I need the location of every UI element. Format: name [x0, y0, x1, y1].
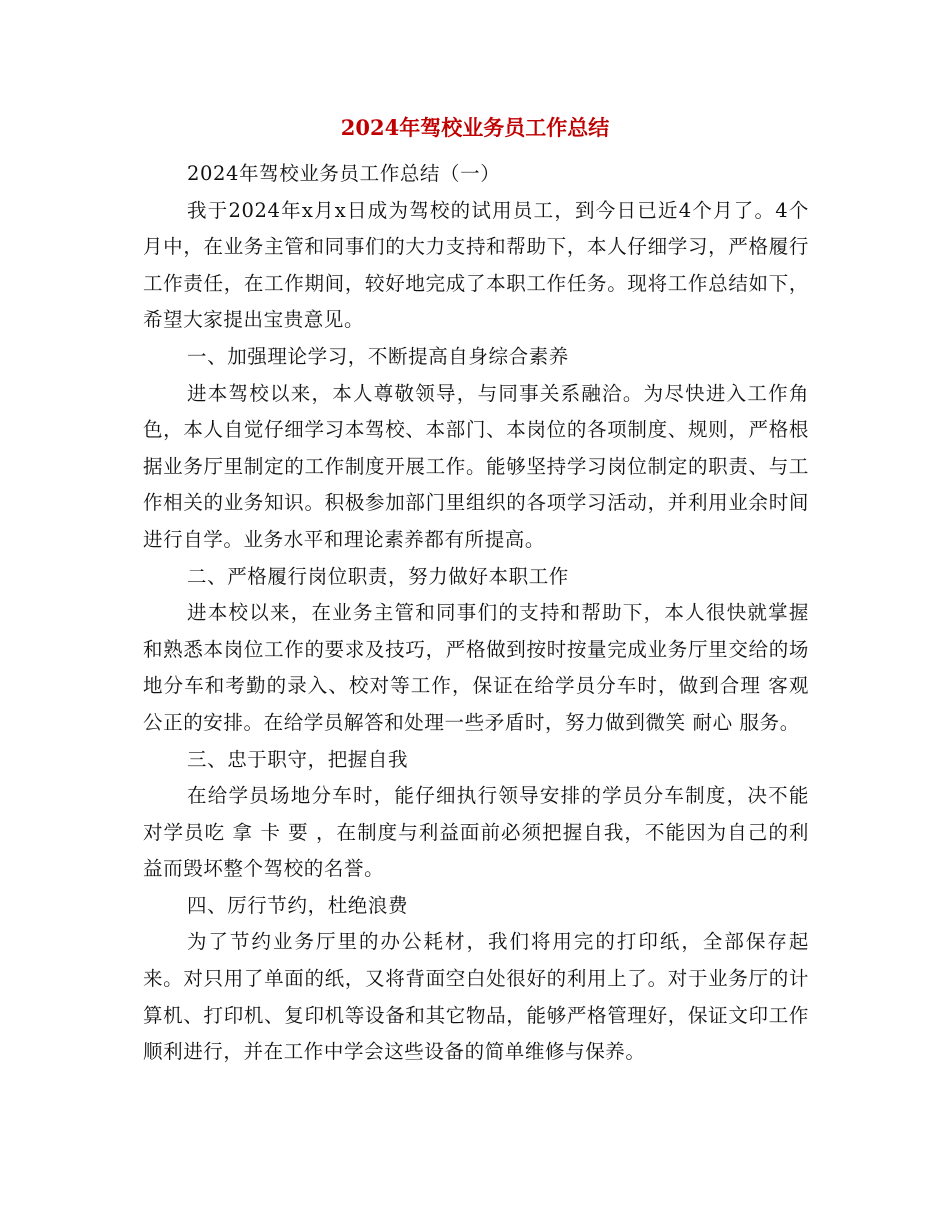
section-paragraph-3: 在给学员场地分车时，能仔细执行领导安排的学员分车制度，决不能对学员吃 拿 卡 要 ，在制度与利益面前必须把握自我，不能因为自己的利益而毁坏整个驾校的名誉。: [143, 784, 809, 881]
section-heading-3: 三、忠于职守，把握自我: [187, 747, 409, 771]
section-paragraph-4: 为了节约业务厅里的办公耗材，我们将用完的打印纸，全部保存起来。对只用了单面的纸，又将背面空白处很好的利用上了。对于业务厅的计算机、打印机、复印机等设备和其它物品，能够严格管理好，保证文印工作顺利进行，并在工作中学会这些设备的简单维修与保养。: [143, 930, 809, 1064]
section-paragraph-2: 进本校以来，在业务主管和同事们的支持和帮助下，本人很快就掌握和熟悉本岗位工作的要求及技巧，严格做到按时按量完成业务厅里交给的场地分车和考勤的录入、校对等工作，保证在给学员分车时，做到合理 客观 公正的安排。在给学员解答和处理一些矛盾时，努力做到微笑 耐心 服务。: [143, 601, 809, 734]
subtitle-paragraph: 2024年驾校业务员工作总结（一）: [187, 162, 501, 185]
section-heading-2: 二、严格履行岗位职责，努力做好本职工作: [187, 564, 569, 588]
document-title: 2024年驾校业务员工作总结: [340, 115, 610, 140]
section-paragraph-1: 进本驾校以来，本人尊敬领导，与同事关系融洽。为尽快进入工作角色，本人自觉仔细学习本驾校、本部门、本岗位的各项制度、规则，严格根据业务厅里制定的工作制度开展工作。能够坚持学习岗位制定的职责、与工作相关的业务知识。积极参加部门里组织的各项学习活动，并利用业余时间进行自学。业务水平和理论素养都有所提高。: [143, 381, 809, 551]
section-heading-1: 一、加强理论学习，不断提高自身综合素养: [187, 344, 569, 368]
section-heading-4: 四、厉行节约，杜绝浪费: [187, 893, 409, 917]
intro-paragraph: 我于2024年x月x日成为驾校的试用员工，到今日已近4个月了。4个月中，在业务主管和同事们的大力支持和帮助下，本人仔细学习，严格履行工作责任，在工作期间，较好地完成了本职工作任务。现将工作总结如下，希望大家提出宝贵意见。: [143, 198, 809, 332]
document-body: [143, 156, 809, 1071]
